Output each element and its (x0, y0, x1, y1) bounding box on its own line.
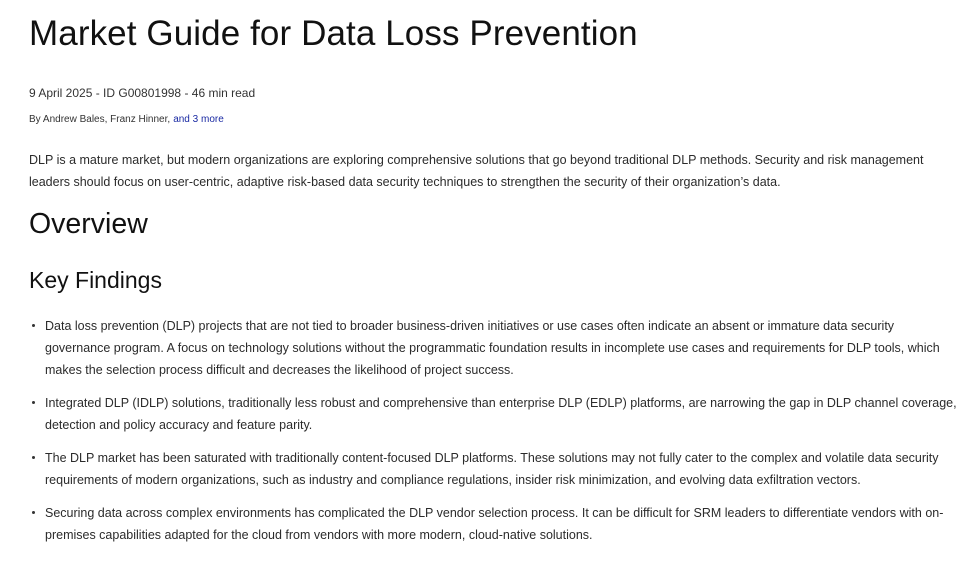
bullet-icon (32, 324, 35, 327)
author-line (29, 113, 962, 127)
finding-text: Integrated DLP (IDLP) solutions, traditionally less robust and comprehensive than enterprise DLP (EDLP) platforms, are narrowing the gap in DLP channel coverage, detection and policy accuracy and feature parity. (45, 396, 957, 432)
bullet-icon (32, 401, 35, 404)
author-names: By Andrew Bales, Franz Hinner, (29, 114, 171, 125)
document-meta: 9 April 2025 - ID G00801998 - 46 min read (29, 86, 256, 100)
overview-heading: Overview (29, 208, 148, 240)
key-findings-heading: Key Findings (29, 267, 162, 293)
finding-item (29, 315, 962, 381)
bullet-icon (32, 511, 35, 514)
finding-text: Data loss prevention (DLP) projects that are not tied to broader business-driven initiatives or use cases often indicate an absent or immature data security governance program. A focus on technology solutions without the programmatic foundation results in incomplete use cases and requirements for DLP tools, which makes the selection process difficult and decreases the likelihood of project success. (45, 319, 940, 377)
finding-text: Securing data across complex environments has complicated the DLP vendor selection process. It can be difficult for SRM leaders to differentiate vendors with on-premises capabilities adapted for the cloud from vendors with more modern, cloud-native solutions. (45, 506, 944, 542)
bullet-icon (32, 456, 35, 459)
finding-text: The DLP market has been saturated with traditionally content-focused DLP platforms. These solutions may not fully cater to the complex and volatile data security requirements of modern organizations, such as industry and compliance regulations, insider risk minimization, and evolving data exfiltration vectors. (45, 451, 939, 487)
finding-item (29, 502, 962, 546)
page-title: Market Guide for Data Loss Prevention (29, 14, 638, 53)
summary-paragraph: DLP is a mature market, but modern organizations are exploring comprehensive solutions that go beyond traditional DLP methods. Security and risk management leaders should focus on user-centric, adaptive risk-based data security techniques to strengthen the security of their organization’s data. (29, 153, 924, 189)
finding-item (29, 392, 962, 436)
key-findings-list (29, 315, 962, 546)
more-authors-link[interactable]: and 3 more (173, 114, 224, 125)
finding-item (29, 447, 962, 491)
